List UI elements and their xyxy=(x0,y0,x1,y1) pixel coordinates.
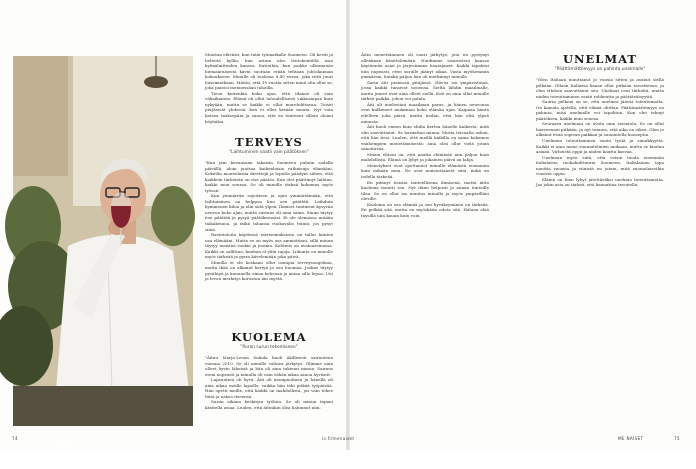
section-subheading-unelmat: "Päättämättömyys on pahinta unelmalle" xyxy=(554,67,646,72)
portrait-illustration xyxy=(13,56,193,426)
footer-url: is.fi/menaiset xyxy=(322,436,355,441)
kuolema-paragraph-1: "Äitini Marja-Leena Sukula kuoli äkillisesti sairauteen vuonna 2010. Se oli minulle valtava järkytys. Olimme aina olleet hyvin läheisiä ja hän oli aina tukenut minua. Sairaus eteni nopeasti ja minulla oli vain vähän aikaa sanoa hyvästit. xyxy=(205,355,333,377)
col2-paragraph-6: Menetykset ovat opettaneet minulle elämästä enemmän kuin mikään muu. Ne ovat muistuttaneet siitä, mikä on todella tärkeää. xyxy=(361,162,489,180)
photo-caption: "Viinin ja ruoan voima on siinä, että sen äärellä ihmiset kohtaavat toisensa aidosti. Puheet ovat molemmille tärkeämpiä." xyxy=(45,434,85,468)
kuolema-paragraph-2: Lapsuuteni oli hyvä. Äiti oli monipuolinen ja hänellä oli aina aikaa meille lapsille, vaikka hän teki pitkää työpäivää. Hän opetti meille, että kaikki on mahdollista, jos vain tekee töitä ja uskoo itseensä. xyxy=(205,377,333,399)
article-column-1 xyxy=(205,52,333,124)
section-subheading-terveys: "Laihtuminen vaatii vain päätöksen" xyxy=(229,150,309,155)
left-page-number: 74 xyxy=(12,436,18,441)
terveys-paragraph-2: Kun ymmärrän rajoitteen ja opin ymmärtämään, että laihtuminen on helppoa kun sen päättää. Laihduin kymmenen kiloa ja olin siitä ylpeä. Ihmiset tuntuivat kysyvän neuvoa koko ajan, mutta vastaus oli aina sama. Sinun täytyy itse päättää ja pysyä päätöksessäsi. Ei ole olemassa mitään taikakeinoa, ja mikä tahansa ruokavalio toimii, jos pysyt siinä. xyxy=(205,193,333,232)
col2-paragraph-1: Äitin menettäminen oli suuri järkytys, jota en pystynyt ollenkaan käsittelemään. Hoidimme sisarusteni kanssa käytännön asiat ja järjestimme hautajaiset. Kaikki tapahtui niin nopeasti, ettei surulle jäänyt aikaa. Vasta myöhemmin ymmärsin, kuinka paljon hän oli merkinnyt minulle. xyxy=(361,52,489,80)
section-heading-kuolema: KUOLEMA xyxy=(231,330,307,344)
intro-paragraph-2: Tieon kuitenkin koko ajan, että tilanne oli vain väliaikainen. Elämä oli ollut taloudellisesti vaikeampaa kuin nykyään, mutta se kaikki ei ollut murehdittavaa. Toiset pärjäsivät yhdessä, kun ei ollut ketään muuta. Nyt voin katsoa taaksepäin ja sanoa, että en tuntenut silloin oloani köyhäksi. xyxy=(205,90,333,124)
right-page-number: 75 xyxy=(674,436,680,441)
section-kuolema xyxy=(205,330,333,410)
terveys-paragraph-4: Minulla ei ole koskaan ollut isompia terveysongelmia, mutta ikää on alkanut kertyä ja sen huomaa. Joskus täytyy pysähtyä ja kuunnella omaa kehoaan ja antaa sille lepoa. Uni ja levon merkitys korostuu iän myötä. xyxy=(205,259,333,282)
unelmat-paragraph-4: Unelmien toteuttaminen vaatii työtä ja sinnikkyyttä. Kaikki ei aina mene suunnitelmien mukaan, mutta se kuuluu asiaan. Virheistä oppii ja niiden kautta kasvaa. xyxy=(536,138,664,155)
unelmat-paragraph-5: Unelmoin myös siitä, että voisin tuoda enemmän italialaista ruokakulttuuria Suomeen. Italialainen tapa nauttia ruoasta ja viinistä on jotain, mitä suomalaisetkin voisivat oppia. xyxy=(536,154,664,177)
section-heading-unelmat: UNELMAT xyxy=(563,52,637,66)
page-gutter xyxy=(346,0,350,450)
footer-section-name: ME NAISET xyxy=(618,436,644,441)
kuolema-paragraph-3: Surun aikana keskityin työhön. Se oli minun tapani käsitellä asiaa. Luulen, että äitinikin olisi halunnut niin. xyxy=(205,399,333,410)
col2-paragraph-7: En pitänyt itseäni tunteellisena ihmisenä, mutta äitin kuolema muutti sen. Nyt itken helposti ja annan tunteille tilaa. Se on ollut iso muutos minulle ja myös ympärilläni oleville. xyxy=(361,179,489,202)
unelmat-paragraph-1: "Olen Italiaan muuttanut jo vuosia sitten ja asunut siellä pitkään. Ollaan Italiassa kauan ollut pitkään tavoitteena, ja olen vihdoin saavuttanut sen. Unelmat ovat tärkeitä, mutta niiden toteuttaminen vaatii rohkeutta ja päättäväisyyttä. xyxy=(536,77,664,99)
article-column-2 xyxy=(361,52,489,218)
unelmat-paragraph-3: Seuraava unelmani on avata oma ravintola. Se on ollut haaveenani pitkään, ja nyt tunnen, että aika on oikea. Olen jo alkanut etsiä sopivaa paikkaa ja suunnitella konseptia. xyxy=(536,121,664,138)
article-column-3 xyxy=(536,52,664,188)
intro-paragraph-1: Muistan elävästi, kun tulin työmatkalle Suomeen. Oli kevät ja helteitä kyllin, kun astuin ulos lentokentältä ison kylmälaitteiden kanssa. Kattoihin, kun joukko ulkomaista liiemaaraisesta kävin suoraan erään tehtaan johtokunnan kokoukseen. Minulle oli tuoksua 8,40 euroa, joka riitti juuri bussimatkaan. Mietin, että 15 vuotta sitten minä olin ollut se, joka paistoi mennessään tahoilla. xyxy=(205,52,334,91)
terveys-paragraph-1: "Kun jäin kuvausaan takaisin Suomeen puhuin sadalla päivällä, aloin juuttaa kaikenlaisia ratkaisuja elämääni. Kokeilin monenlaisia dieettejä ja lopulta päädyin siihen, että kaikkein tärkeintä on itse päätös. Kun olet päättänyt laihtua, kaikki muu seuraa. Se oli minulle tärkeä kokemus myös työssä. xyxy=(205,160,333,193)
terveys-paragraph-3: Ravintoloita käydessä ravitsemuksesta on tullut kiinteä osa elämääni. Mutta se on myös osa ammattiani, sillä minun täytyy maistaa ruokia ja juomia. Kohtuus on avainasemassa. Kaikki on sallittua, kunhan ei ylitä rajoja. Liikunta on minulle myös tärkeää ja pyrin kävelemään joka päivä. xyxy=(205,232,333,260)
col2-paragraph-4: Äiti kuoli ennen kuin ehdin kertoa hänelle kaikesta, mitä olin saavuttanut. Se harmittaa minua. Mutta toisaalta uskon, että hän tiesi. Luulen, että meillä kaikilla on sama kokemus vanhempien menettämisestä: aina olisi ollut vielä jotain sanottavaa. xyxy=(361,124,489,152)
col2-paragraph-2: Sarin äiti pienessä pitäjässä. Hävisi isä ympäristössä, jossa kaikki tunsivat toisensa. Sieltä lähdin maailmalle, mutta juuret ovat aina olleet siellä. Koti on aina ollut minulle tärkeä paikka, johon voi palata. xyxy=(361,79,489,102)
section-terveys xyxy=(205,135,333,282)
section-heading-terveys: TERVEYS xyxy=(235,135,303,149)
col2-paragraph-8: Kuolema on osa elämää ja sen hyväksyminen on tärkeää. En pelkää sitä, mutta en myöskään odota sitä. Haluan elää täysillä niin kauan kuin voin. xyxy=(361,201,489,218)
unelmat-paragraph-2: Suurin pelkoni on se, että unelmat jäävät toteutumatta. On kamala ajatella, että elämä ohittaa. Päättämättömyys on pahinta, mitä unelmalle voi tapahtua. Kun olet tehnyt päätöksen, kaikki muu seuraa. xyxy=(536,99,664,121)
col2-paragraph-5: Minun ehtoni on, että nautin elämästä niin paljon kuin mahdollista. Elämä on lyhyt ja jokainen päivä on lahja. xyxy=(361,151,489,163)
col2-paragraph-3: Äiti oli mielestäni maailman paras, ja hänen neuvonsa ovat kulkeneet mukanani koko elämän ajan. Kaipaan häntä edelleen joka päivä, mutta tiedän, että hän olisi ylpeä minusta. xyxy=(361,101,489,124)
unelmat-paragraph-6: Elämä on liian lyhyt jätettäväksi unelmia toteuttamatta. Jos jokin asia on tärkeä, sitä kannattaa tavoitella. xyxy=(536,176,664,188)
section-subheading-kuolema: "Puran surun tekemiseen" xyxy=(240,345,298,350)
